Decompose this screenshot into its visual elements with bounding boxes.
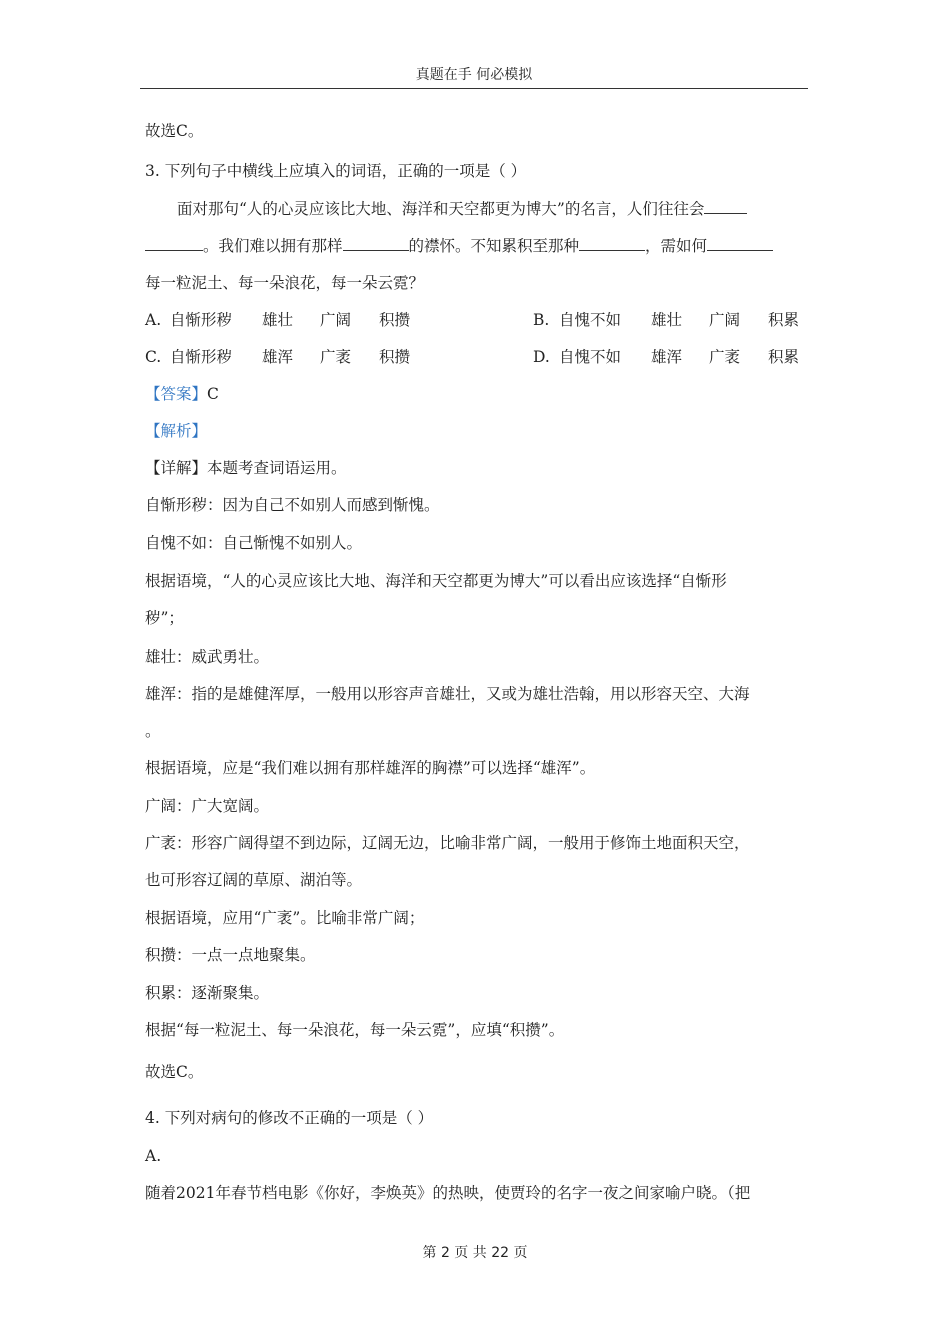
passage-text: ，需如何: [645, 237, 708, 255]
fill-blank-1a: [704, 199, 747, 214]
option-b-word-4: 积累: [768, 311, 800, 329]
answer-value: C: [207, 385, 219, 403]
question-4-stem: 4. 下列对病句的修改不正确的一项是（ ）: [145, 1109, 434, 1127]
option-c-word-4: 积攒: [379, 348, 411, 366]
answer-line: [145, 383, 219, 405]
detail-line: 根据语境，“人的心灵应该比大地、海洋和天空都更为博大”可以看出应该选择“自惭形: [145, 572, 727, 590]
detail-line: 积攒：一点一点地聚集。: [145, 946, 316, 964]
option-d-word-4: 积累: [768, 348, 800, 366]
passage-text: 面对那句“人的心灵应该比大地、海洋和天空都更为博大”的名言，人们往往会: [177, 200, 705, 218]
option-d-letter: D.: [533, 348, 550, 366]
detail-line: 根据语境，应用“广袤”。比喻非常广阔；: [145, 909, 425, 927]
detail-line: 自惭形秽：因为自己不如别人而感到惭愧。: [145, 496, 440, 514]
question-3-passage-line-1: [177, 198, 747, 220]
answer-tag: 【答案】: [145, 385, 208, 403]
fill-blank-3: [579, 236, 645, 251]
detail-line: 也可形容辽阔的草原、湖泊等。: [145, 871, 363, 889]
option-a-letter: A.: [145, 311, 162, 329]
question-3-passage-line-3: 每一粒泥土、每一朵浪花，每一朵云霓？: [145, 274, 425, 292]
detail-line: 广阔：广大宽阔。: [145, 797, 270, 815]
option-b-word-1: 自愧不如: [559, 311, 622, 329]
detail-line: 广袤：形容广阔得望不到边际，辽阔无边，比喻非常广阔，一般用于修饰土地面积天空，: [145, 834, 750, 852]
option-c-letter: C.: [145, 348, 162, 366]
question-4-option-a-label: A.: [145, 1147, 162, 1165]
detail-line: 根据“每一粒泥土、每一朵浪花，每一朵云霓”，应填“积攒”。: [145, 1021, 565, 1039]
option-b-letter: B.: [533, 311, 550, 329]
passage-text: 。我们难以拥有那样: [203, 237, 343, 255]
fill-blank-2: [343, 236, 409, 251]
option-a-word-2: 雄壮: [262, 311, 294, 329]
passage-text: 的襟怀。不知累积至那种: [408, 237, 580, 255]
detail-line: 雄浑：指的是雄健浑厚，一般用以形容声音雄壮，又或为雄壮浩翰，用以形容天空、大海: [145, 685, 750, 703]
option-d-word-1: 自愧不如: [559, 348, 622, 366]
detail-line: 雄壮：威武勇壮。: [145, 648, 270, 666]
option-b-word-2: 雄壮: [651, 311, 683, 329]
analysis-tag: 【解析】: [145, 422, 208, 440]
question-3-stem: 3. 下列句子中横线上应填入的词语，正确的一项是（ ）: [145, 162, 527, 180]
option-b-word-3: 广阔: [709, 311, 741, 329]
option-a-word-4: 积攒: [379, 311, 411, 329]
option-a-word-3: 广阔: [320, 311, 352, 329]
fill-blank-1b: [145, 236, 203, 251]
option-a-word-1: 自惭形秽: [170, 311, 233, 329]
header-rule: [140, 88, 808, 89]
fill-blank-4: [707, 236, 773, 251]
option-c-word-1: 自惭形秽: [170, 348, 233, 366]
detail-line: 自愧不如：自己惭愧不如别人。: [145, 534, 363, 552]
detail-line: 【详解】本题考查词语运用。: [145, 459, 347, 477]
option-c-word-3: 广袤: [320, 348, 352, 366]
question-4-option-a-text: 随着2021年春节档电影《你好，李焕英》的热映，使贾玲的名字一夜之间家喻户晓。（把: [145, 1184, 751, 1202]
option-d-word-2: 雄浑: [651, 348, 683, 366]
previous-answer-line: 故选C。: [145, 122, 204, 140]
page-header: 真题在手 何必模拟: [415, 67, 533, 83]
page-footer: 第 2 页 共 22 页: [422, 1245, 528, 1261]
detail-line: 。: [145, 722, 161, 740]
detail-line: 秽”；: [145, 609, 184, 627]
detail-line: 故选C。: [145, 1063, 204, 1081]
question-3-passage-line-2: [145, 235, 773, 257]
detail-line: 根据语境，应是“我们难以拥有那样雄浑的胸襟”可以选择“雄浑”。: [145, 759, 596, 777]
option-d-word-3: 广袤: [709, 348, 741, 366]
option-c-word-2: 雄浑: [262, 348, 294, 366]
detail-line: 积累：逐渐聚集。: [145, 984, 270, 1002]
